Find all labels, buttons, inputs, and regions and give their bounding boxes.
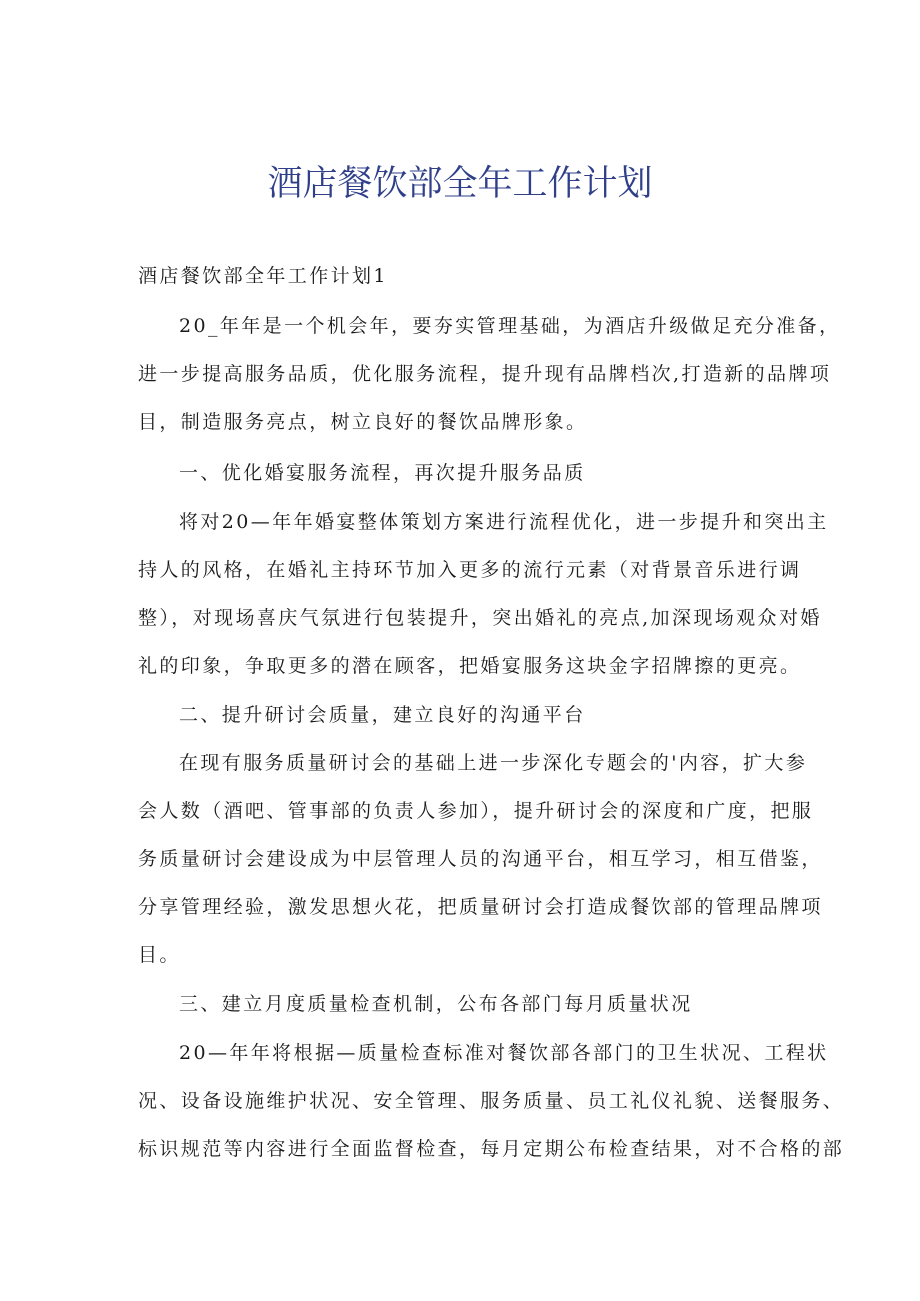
section-heading: 二、提升研讨会质量，建立良好的沟通平台 xyxy=(179,704,586,726)
paragraph-line: 进一步提高服务品质，优化服务流程，提升现有品牌档次,打造新的品牌项 xyxy=(138,363,832,385)
paragraph-line: 标识规范等内容进行全面监督检查，每月定期公布检查结果，对不合格的部 xyxy=(138,1138,845,1160)
paragraph-line: 目，制造服务亮点，树立良好的餐饮品牌形象。 xyxy=(138,411,588,433)
section-heading: 三、建立月度质量检查机制，公布各部门每月质量状况 xyxy=(179,993,693,1015)
document-subtitle: 酒店餐饮部全年工作计划1 xyxy=(138,265,388,287)
paragraph-line: 整），对现场喜庆气氛进行包装提升，突出婚礼的亮点,加深现场观众对婚 xyxy=(138,607,822,629)
paragraph-line: 会人数（酒吧、管事部的负责人参加），提升研讨会的深度和广度，把服 xyxy=(138,800,814,822)
paragraph-line: 20—年年将根据—质量检查标准对餐饮部各部门的卫生状况、工程状 xyxy=(179,1042,829,1064)
paragraph-line: 务质量研讨会建设成为中层管理人员的沟通平台，相互学习，相互借鉴， xyxy=(138,848,823,870)
paragraph-line: 在现有服务质量研讨会的基础上进一步深化专题会的'内容，扩大参 xyxy=(179,752,808,774)
document-title: 酒店餐饮部全年工作计划 xyxy=(267,164,653,204)
paragraph-line: 将对20—年年婚宴整体策划方案进行流程优化，进一步提升和突出主 xyxy=(179,511,829,533)
paragraph-line: 持人的风格，在婚礼主持环节加入更多的流行元素（对背景音乐进行调 xyxy=(138,559,802,581)
paragraph-line: 20_年年是一个机会年，要夯实管理基础，为酒店升级做足充分准备， xyxy=(179,315,841,337)
paragraph-line: 分享管理经验，激发思想火花，把质量研讨会打造成餐饮部的管理品牌项 xyxy=(138,896,823,918)
section-heading: 一、优化婚宴服务流程，再次提升服务品质 xyxy=(179,462,586,484)
paragraph-line: 礼的印象，争取更多的潜在顾客，把婚宴服务这块金字招牌擦的更亮。 xyxy=(138,655,802,677)
paragraph-line: 况、设备设施维护状况、安全管理、服务质量、员工礼仪礼貌、送餐服务、 xyxy=(138,1090,845,1112)
paragraph-line: 目。 xyxy=(138,944,181,966)
